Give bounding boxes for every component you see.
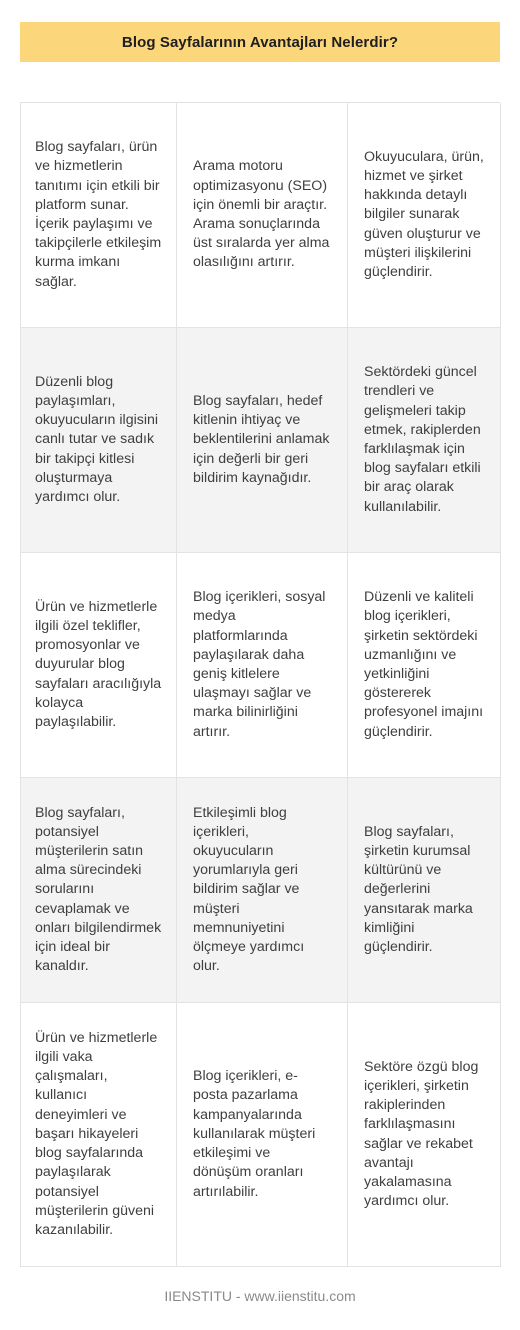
cell-text: Arama motoru optimizasyonu (SEO) için önemli bir araçtır. Arama sonuçlarında üst sıralarda yer alma olasılığını artırır. bbox=[193, 158, 330, 271]
page-title: Blog Sayfalarının Avantajları Nelerdir? bbox=[121, 33, 399, 51]
advantages-table bbox=[20, 102, 500, 1267]
table-cell bbox=[177, 328, 348, 553]
table-cell bbox=[21, 328, 177, 553]
table-cell bbox=[177, 778, 348, 1003]
cell-text: Blog içerikleri, e-posta pazarlama kampanyalarında kullanılarak müşteri etkileşimi ve dönüşüm oranları artırılabilir. bbox=[193, 1068, 316, 1200]
table-cell bbox=[177, 553, 348, 778]
table-cell bbox=[21, 778, 177, 1003]
table-cell bbox=[21, 1003, 177, 1267]
footer-credit: IIENSTITU - www.iienstitu.com bbox=[164, 1288, 356, 1304]
title-banner bbox=[20, 22, 500, 62]
cell-text: Blog sayfaları, hedef kitlenin ihtiyaç ve beklentilerini anlamak için değerli bir geri bildirim kaynağıdır. bbox=[193, 392, 330, 486]
table-cell bbox=[348, 778, 501, 1003]
table-cell bbox=[177, 1003, 348, 1267]
cell-text: Ürün ve hizmetlerle ilgili özel teklifler, promosyonlar ve duyurular blog sayfaları aracılığıyla kolayca paylaşılabilir. bbox=[35, 598, 162, 730]
cell-text: Etkileşimli blog içerikleri, okuyucuların yorumlarıyla geri bildirim sağlar ve müşteri memnuniyetini ölçmeye yardımcı olur. bbox=[193, 804, 305, 975]
cell-text: Sektördeki güncel trendleri ve gelişmeleri takip etmek, rakiplerden farklılaşmak için blog sayfaları etkili bir araç olarak kullanılabilir. bbox=[364, 364, 481, 515]
cell-text: Okuyuculara, ürün, hizmet ve şirket hakkında detaylı bilgiler sunarak güven oluşturur ve müşteri ilişkilerini güçlendirir. bbox=[364, 148, 484, 280]
table-cell bbox=[348, 103, 501, 328]
table-cell bbox=[348, 553, 501, 778]
table-cell bbox=[21, 103, 177, 328]
cell-text: Blog sayfaları, ürün ve hizmetlerin tanıtımı için etkili bir platform sunar. İçerik paylaşımı ve takipçilerle etkileşim kurma imkanı sağlar. bbox=[35, 139, 162, 290]
cell-text: Blog içerikleri, sosyal medya platformlarında paylaşılarak daha geniş kitlelere ulaşmayı sağlar ve marka bilinirliğini artırır. bbox=[193, 589, 326, 740]
cell-text: Blog sayfaları, şirketin kurumsal kültürünü ve değerlerini yansıtarak marka kimliğini güçlendirir. bbox=[364, 823, 473, 955]
cell-text: Düzenli ve kaliteli blog içerikleri, şirketin sektördeki uzmanlığını ve yetkinliğini göstererek profesyonel imajını güçlendirir. bbox=[364, 589, 484, 740]
table-cell bbox=[177, 103, 348, 328]
table-cell bbox=[348, 328, 501, 553]
table-cell bbox=[348, 1003, 501, 1267]
cell-text: Ürün ve hizmetlerle ilgili vaka çalışmaları, kullanıcı deneyimleri ve başarı hikayeleri blog sayfalarında paylaşılarak potansiyel müşterilerin güveni kazanılabilir. bbox=[35, 1029, 158, 1238]
cell-text: Blog sayfaları, potansiyel müşterilerin satın alma sürecindeki sorularını cevaplamak ve onları bilgilendirmek için ideal bir kanaldır. bbox=[35, 804, 162, 975]
cell-text: Düzenli blog paylaşımları, okuyucuların ilgisini canlı tutar ve sadık bir takipçi kitlesi oluşturmaya yardımcı olur. bbox=[35, 373, 159, 505]
cell-text: Sektöre özgü blog içerikleri, şirketin rakiplerinden farklılaşmasını sağlar ve rekabet avantajı yakalamasına yardımcı olur. bbox=[364, 1058, 479, 1210]
table-cell bbox=[21, 553, 177, 778]
